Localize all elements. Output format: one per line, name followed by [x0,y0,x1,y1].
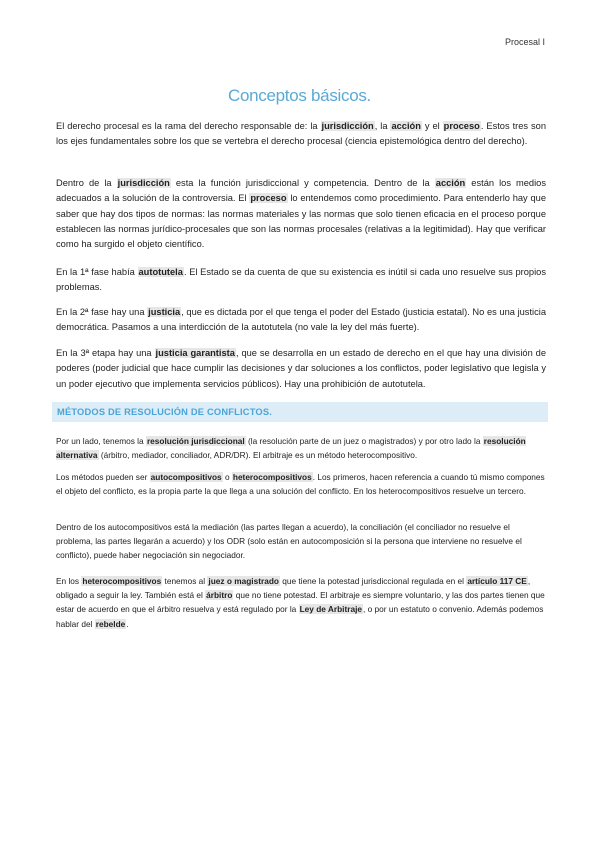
highlight-term: rebelde [95,618,126,629]
section-paragraph-1 [56,434,548,462]
highlight-term: Ley de Arbitraje [299,604,363,615]
text-run: El derecho procesal es la rama del derecho responsable de: la [56,121,321,131]
text-run: Dentro de la [56,178,117,188]
highlight-term: justicia garantista [155,348,235,358]
text-run: están los medios adecuados a la solución de la controversia. El [56,178,546,204]
text-run: (la resolución parte de un juez o magistrados) y por otro lado la [245,436,483,446]
section-paragraph-2 [56,470,548,498]
highlight-term: artículo 117 CE [467,576,527,586]
highlight-term: heterocompositivos [82,576,162,586]
highlight-term: heterocompositivos [232,472,312,482]
text-run: . Estos tres son los ejes fundamentales sobre los que se vertebra el derecho procesal (ciencia epistemológica dentro del derecho). [56,121,547,147]
paragraph-4 [56,305,546,336]
highlight-term: resolución alternativa [56,436,526,461]
text-run: esta la función jurisdiccional y competencia. Dentro de la [170,178,435,188]
page-title: Conceptos básicos. [228,86,371,105]
text-run: En la 2ª fase hay una [56,307,148,317]
text-run: Los métodos pueden ser [56,472,150,482]
text-run: (árbitro, mediador, conciliador, ADR/DR). El arbitraje es un método heterocompositivo. [98,450,418,461]
paragraph-1 [56,119,546,150]
highlight-term: proceso [443,121,480,131]
text-run: o [222,472,232,482]
highlight-term: acción [391,121,421,131]
highlight-term: autocompositivos [150,472,222,482]
text-run: tenemos al [162,576,208,586]
running-header: Procesal I [504,37,545,47]
text-run: . [126,618,129,629]
highlight-term: acción [435,178,466,188]
text-run: En la 3ª etapa hay una [56,348,155,358]
text-run: Dentro de los autocompositivos está la mediación (las partes llegan a acuerdo), la conciliación (el conciliador no resuelve el problema, las partes llegarán a acuerdo) y los ODR (solo están en autocomposición si la persona que interviene no resuelve el conflicto), puede haber negociación sin negociador. [56,522,522,561]
highlight-term: resolución jurisdiccional [146,436,245,446]
section-heading-bar [52,402,548,422]
text-run: , obligado a seguir la ley. También está el [56,576,531,601]
text-run: , que se desarrolla en un estado de derecho en el que hay una división de poderes (poder judicial que hace cumplir las decisiones y dar soluciones a los conflictos, poder legislativo que legisla y un poder ejecutivo que implementa servicios públicos). Hay una prohibición de autotutela. [56,348,547,389]
section-paragraph-4 [56,574,548,631]
highlight-term: autotutela [138,267,183,277]
text-run: lo entendemos como procedimiento. Para entenderlo hay que saber que hay dos tipos de normas: las normas materiales y las normas que solo tienen eficacia en el proceso porque establecen las normas jurídico-procesales que son las normas procesales (relativas a la legitimidad). Hay que verificar como ha surgido el objeto científico. [56,193,546,250]
highlight-term: proceso [250,193,287,204]
section-paragraph-3 [56,520,548,563]
text-run: que no tiene potestad. El arbitraje es siempre voluntario, y las dos partes tienen que estar de acuerdo en que el árbitro resuelva y está regulado por la [56,590,545,615]
highlight-term: justicia [148,307,181,317]
text-run: y el [421,121,443,131]
text-run: En la 1ª fase había [56,267,138,277]
highlight-term: jurisdicción [117,178,170,188]
text-run: , que es dictada por el que tenga el poder del Estado (justicia estatal). No es una justicia democrática. Pasamos a una interdicción de la autotutela (no vale la ley del más fuerte). [56,307,546,333]
text-run: Por un lado, tenemos la [56,436,146,446]
text-run: . Los primeros, hacen referencia a cuando tú mismo compones el objeto del conflicto, es la propia parte la que llega a una solución del conflicto. En los heterocompositivos resuelve un tercero. [56,472,545,497]
highlight-term: juez o magistrado [208,576,279,586]
section-heading: MÉTODOS DE RESOLUCIÓN DE CONFLICTOS. [57,407,273,417]
text-run: . El Estado se da cuenta de que su existencia es inútil si cada uno resuelve sus propios problemas. [56,267,546,293]
highlight-term: árbitro [206,590,233,601]
paragraph-5 [56,346,546,392]
text-run: , la [374,121,391,131]
text-run: , o por un estatuto o convenio. Además podemos hablar del [56,604,544,629]
text-run: En los [56,576,82,586]
text-run: que tiene la potestad jurisdiccional regulada en el [279,576,467,586]
paragraph-3 [56,265,546,296]
paragraph-2 [56,176,546,252]
highlight-term: jurisdicción [321,121,374,131]
